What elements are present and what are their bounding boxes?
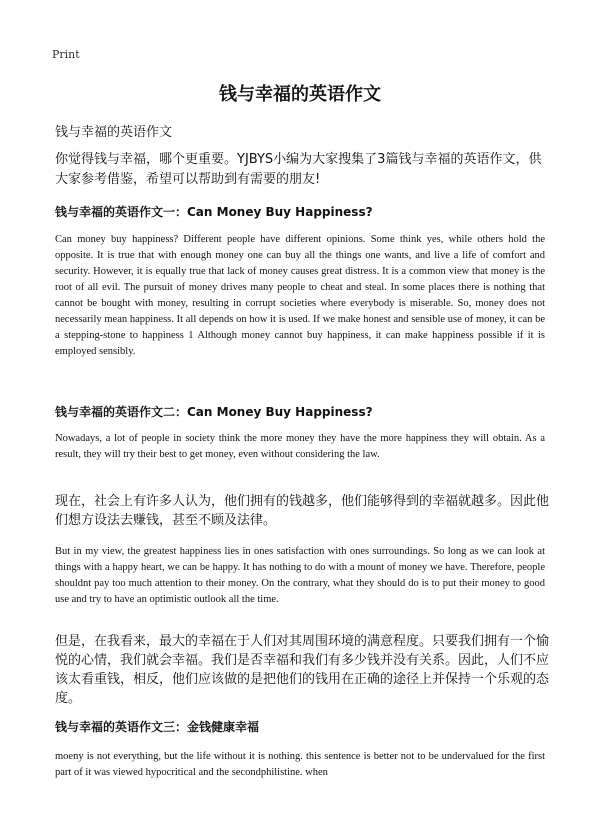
page-title: 钱与幸福的英语作文 <box>219 84 381 105</box>
essay2-paragraph-2-chinese: 但是，在我看来，最大的幸福在于人们对其周围环境的满意程度。只要我们拥有一个愉悦的心情，我们就会幸福。我们是否幸福和我们有多少钱并没有关系。因此，人们不应该太看重钱，相反，他们应该做的是把他们的钱用在正确的途径上并保持一个乐观的态度。 <box>55 634 550 706</box>
page-subtitle: 钱与幸福的英语作文 <box>55 125 173 140</box>
essay2-heading: 钱与幸福的英语作文二：Can Money Buy Happiness? <box>55 405 373 419</box>
essay3-heading: 钱与幸福的英语作文三：金钱健康幸福 <box>55 720 260 734</box>
print-label[interactable]: Print <box>52 48 80 61</box>
essay2-paragraph-2: But in my view, the greatest happiness lies in ones satisfaction with ones surroundings. So long as we can look at things with a happy heart, we can be happy. It has nothing to do with a mount of money we have. Therefore, people shouldnt pay too much attention to their money. On the contrary, what they should do is to put their money to good use and try to have an optimistic outlook all the time. <box>55 546 545 605</box>
intro-paragraph: 你觉得钱与幸福，哪个更重要。YJBYS小编为大家搜集了3篇钱与幸福的英语作文，供大家参考借鉴，希望可以帮助到有需要的朋友! <box>55 152 542 187</box>
essay1-body: Can money buy happiness? Different people have different opinions. Some think yes, while others hold the opposite. It is true that with enough money one can buy all the things one wants, and live a life of comfort and security. However, it is equally true that lack of money causes great distress. It is a common view that money is the root of all evil. The pursuit of money drives many people to cheat and steal. In some places there is nothing that cannot be bought with money, resulting in corrupt societies where everybody is miserable. So, money does not necessarily mean happiness. It all depends on how it is used. If we make honest and sensible use of money, it can be a stepping-stone to happiness 1 Although money cannot buy happiness, it can make happiness possible if it is employed sensibly. <box>55 234 545 357</box>
essay3-body: moeny is not everything, but the life without it is nothing. this sentence is better not to be undervalued for the first part of it was viewed hypocritical and the secondphilistine. when <box>55 751 545 778</box>
essay2-paragraph-1: Nowadays, a lot of people in society think the more money they have the more happiness they will obtain. As a result, they will try their best to get money, even without considering the law. <box>55 433 545 460</box>
essay1-heading: 钱与幸福的英语作文一：Can Money Buy Happiness? <box>55 205 373 219</box>
essay2-paragraph-1-chinese: 现在，社会上有许多人认为，他们拥有的钱越多，他们能够得到的幸福就越多。因此他们想方设法去赚钱，甚至不顾及法律。 <box>55 494 550 528</box>
